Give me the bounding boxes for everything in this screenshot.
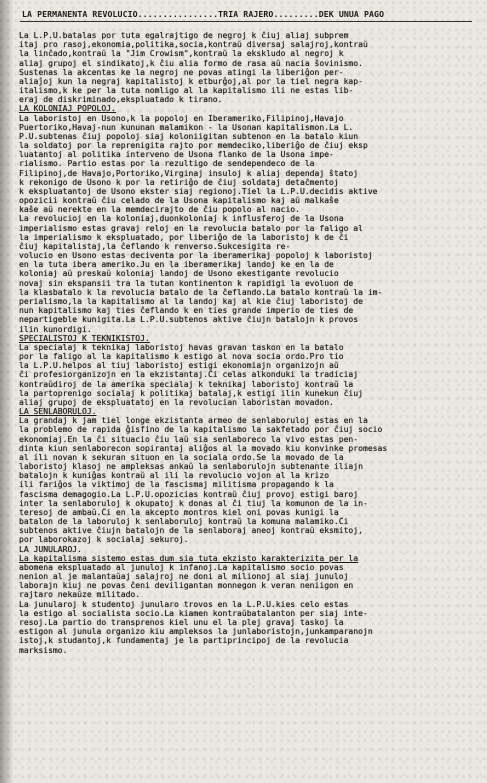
text-line: opozicii kontraŭ ĉiu celado de la Usona kapitalismo kaj aŭ malkaŝe — [19, 196, 339, 206]
text-line: la estigo al socialista socio.La kiamen kontraŭbatalanton per siaj inte- — [19, 608, 368, 618]
text-line: en la tuta ibera ameriko.Ju en la iberamerikaj landoj ke en la de — [19, 260, 334, 270]
text-line: nun kapitalismo kaj ties ĉeflando k en ties grande imperio de ties de — [19, 306, 354, 316]
text-line: perialismo,la la kapitalismo al la landoj kaj al kie ĉiuj laboristoj de — [19, 296, 363, 306]
text-line: La specialaj k teknikaj laboristoj havas gravan taskon en la batalo — [19, 342, 344, 352]
text-line: La junularoj k studentoj junularo trovos en la L.P.U.kies celo estas — [19, 599, 349, 609]
text-line: nepartigeble kunigita.La L.P.U.subtenos aktive ĉiujn batalojn k provos — [19, 315, 359, 325]
text-line: novaj sin ekspansii tra la tutan kontinenton k rapidigi la evoluon de — [19, 278, 354, 288]
text-line: la soldatoj por la reprenigita rajto por memdeciko,liberiĝo de ĉiuj eksp — [19, 141, 368, 151]
text-line: kaŝe aŭ nerekte en la memdecirajto de ĉiu popolo al nacio. — [19, 205, 300, 215]
scan-shadow-edge — [0, 0, 14, 783]
text-line: batalojn k kuniĝas kontraŭ al ili la revolucio vojon al la krizo — [19, 471, 330, 481]
text-line: ili fariĝos la viktimoj de la fascismaj militisma propagando k la — [19, 480, 334, 490]
text-line: ilin kunordigi. — [19, 324, 92, 334]
text-line: koloniaj aŭ preskaŭ koloniaj landoj de Usono ekestigante revolucio — [19, 269, 339, 279]
text-line: rialismo. Partio estas por la rezultigo de sendependeco de la — [19, 159, 315, 169]
text-line: batalon de la laboruloj k senlaboruloj kontraŭ la komuna malamiko.Ĉi — [19, 517, 349, 527]
section-heading: La kapitalisma sistemo estas dum sia tuta ekzisto karakterizita per la — [19, 553, 359, 563]
text-line: fascisma demagogio.La L.P.U.opozicias kontraŭ ĉiuj provoj estigi baroj — [19, 489, 359, 499]
text-line: resoj.La partio do transprenos kiel unu el la plej gravaj taskoj la — [19, 618, 344, 627]
text-line: nenion al je malantaŭaj salajroj ne doni al milionoj al siaj junuloj — [19, 572, 349, 582]
text-line: por laborokazoj k socialaj sekuroj. — [19, 535, 189, 545]
text-line: teresoj de ambaŭ.Ĉi en la akcepto montros kiel oni povas kunigi la — [19, 507, 339, 517]
text-line: luatantoj al politika interveno de Usona flanko de la Usona impe- — [19, 150, 334, 160]
text-line: Puertoriko,Havaj-nun kununan malamikon - la Usonan kapitalismon.La L. — [19, 122, 354, 132]
text-line: La L.P.U.batalas por tuta egalrajtigo de negroj k ĉiuj aliaj subprem — [19, 31, 349, 40]
text-line: kontraŭdiroj de la amerika specialaj k teknikaj laboristoj kontraŭ la — [19, 379, 354, 389]
text-line: la klasbatalo k la revolucia batalo de la ĉeflando.La batalo kontraŭ la im- — [19, 287, 383, 297]
text-line: volucio en Usono estas deciventa por la iberamerikaj popoloj k laboristoj — [19, 251, 373, 261]
text-line: aliaj grupoj de ekspluatatoj en la revolucian laboristan movadon. — [19, 397, 334, 407]
document-body — [19, 31, 475, 655]
text-line: la partoprenigo socialaj k politikaj batalaj,k estigi ilin kunekun ĉiuj — [19, 388, 363, 398]
text-line: subtenos aktive ĉiujn batalojn de la senlaboraj aneoj kontraŭ eksmitoj, — [19, 526, 363, 536]
text-line: la imperialismo k ekspluatado, por liberiĝo de la laboristoj k de ĉi — [19, 232, 349, 242]
text-line: la linĉado,kontraŭ la "Jim Crowism",kontraŭ la ekskludo al negroj k — [19, 49, 344, 59]
text-line: la L.P.U.helpos al tiuj laboristoj estigi ekonomiajn organizojn aŭ — [19, 361, 339, 371]
text-line: eraj de diskriminado,ekspluatado k tirano. — [19, 95, 223, 105]
text-line: LA JUNULAROJ. — [19, 544, 82, 554]
text-line: laboristoj klasoj ne ampleksas ankaŭ la senlaborulojn subtenante iliajn — [19, 462, 363, 472]
text-line: ĉi profesiorganizojn en la ekzistantaj.Ĉi celas alkonduki la tradiciaj — [19, 370, 359, 380]
text-line: abomena ekspluatado al junuloj k infanoj.La kapitalismo socio povas — [19, 562, 344, 572]
text-line: italismo,k ke per la tuta nomligo al la kapitalismo ili ne estas lib- — [19, 86, 354, 96]
text-line: ĉiuj kapitalistaj,la ĉeflando k renverso.Sukcesigita re- — [19, 241, 291, 251]
text-line: dinta kiun senlaborecon sopirantaj aliĝos al la movado kiu konvinke promesas — [19, 443, 388, 453]
text-line: laborajn kiuj ne povas ĉeni deviligantan monnegon k veran neniigon en — [19, 581, 354, 591]
section-heading: LA SENLABORULOJ. — [19, 407, 97, 417]
section-heading: LA KOLONIAJ POPOLOJ. — [19, 104, 116, 114]
text-line: por la faligo al la kapitalismo k estigo al nova socia ordo.Pro tio — [19, 352, 344, 362]
text-line: Filipinoj,de Havajo,Portoriko,Virginaj insuloj k aliaj dependaj ŝtatoj — [19, 168, 359, 178]
text-line: k rekonigo de Usono k por la retiriĝo de ĉiuj soldataj detaĉmentoj — [19, 177, 339, 187]
text-line: P.U.subtenas ĉiuj popoloj siaj koloniigitan subtenon en la batalo kiun — [19, 131, 359, 141]
text-line: estigon al junula organizo kiu ampleksos la junlaboristojn,junkamparanojn — [19, 627, 373, 637]
text-line: Sustenas la akcentas ke la negroj ne povas atingi la liberiĝon per- — [19, 67, 344, 77]
text-line: La laboristoj en Usono,k la popoloj en Iberameriko,Filipinoj,Havajo — [19, 113, 344, 123]
text-line: aliaj grupoj el sindikatoj,k ĉiu alia formo de rasa aŭ nacia ŝovinismo. — [19, 58, 363, 68]
text-line: La revolucioj en la koloniaj,duonkoloniaj k influsferoj de la Usona — [19, 214, 344, 224]
text-line: aliaĵoj kun la negraj kapitalistoj k etburĝoj,al por la tiel negra kap- — [19, 76, 363, 86]
text-line: ekonomiaj.En la ĉi situacio ĉiu laŭ sia senlaboreco la vivo estas pen- — [19, 434, 359, 444]
text-line: k ekspluatantoj de Usono ekster siaj regionoj.Tiel la L.P.U.decidis aktive — [19, 186, 378, 196]
text-line: itaj pro rasoj,ekonomia,politika,socia,kontraŭ diversaj salajroj,kontraŭ — [19, 40, 368, 50]
text-line: rajtaro nekaŭze militado. — [19, 590, 141, 600]
text-line: imperialismo estas gravaj reloj en la revolucia batalo por la faligo al — [19, 223, 363, 233]
section-heading: SPECIALISTOJ K TEKNIKISTOJ. — [19, 333, 150, 343]
text-line: la problemo de rapida ĝisfino de la kapitalismo la sakfetado por ĉiuj socio — [19, 425, 383, 435]
text-line: La grandaj k jam tiel longe ekzistanta armeo de senlaboruloj estas en la — [19, 416, 368, 426]
text-line: marksismo. — [19, 645, 68, 655]
text-line: istoj,k studantoj,k fundamentaj je la partiprincipoj de la revolucia — [19, 636, 349, 646]
header-rule — [20, 21, 472, 22]
text-line: inter la senlaboruloj k okupatoj k donas al ĉi tiuj la komunon de la in- — [19, 498, 368, 508]
page-header: LA PERMANENTA REVOLUCIO................TRIA RAJERO.........DEK UNUA PAGO — [22, 9, 385, 19]
text-line: al ili novan k sekuran situon en la sociala ordo.Se la movado de la — [19, 452, 344, 462]
